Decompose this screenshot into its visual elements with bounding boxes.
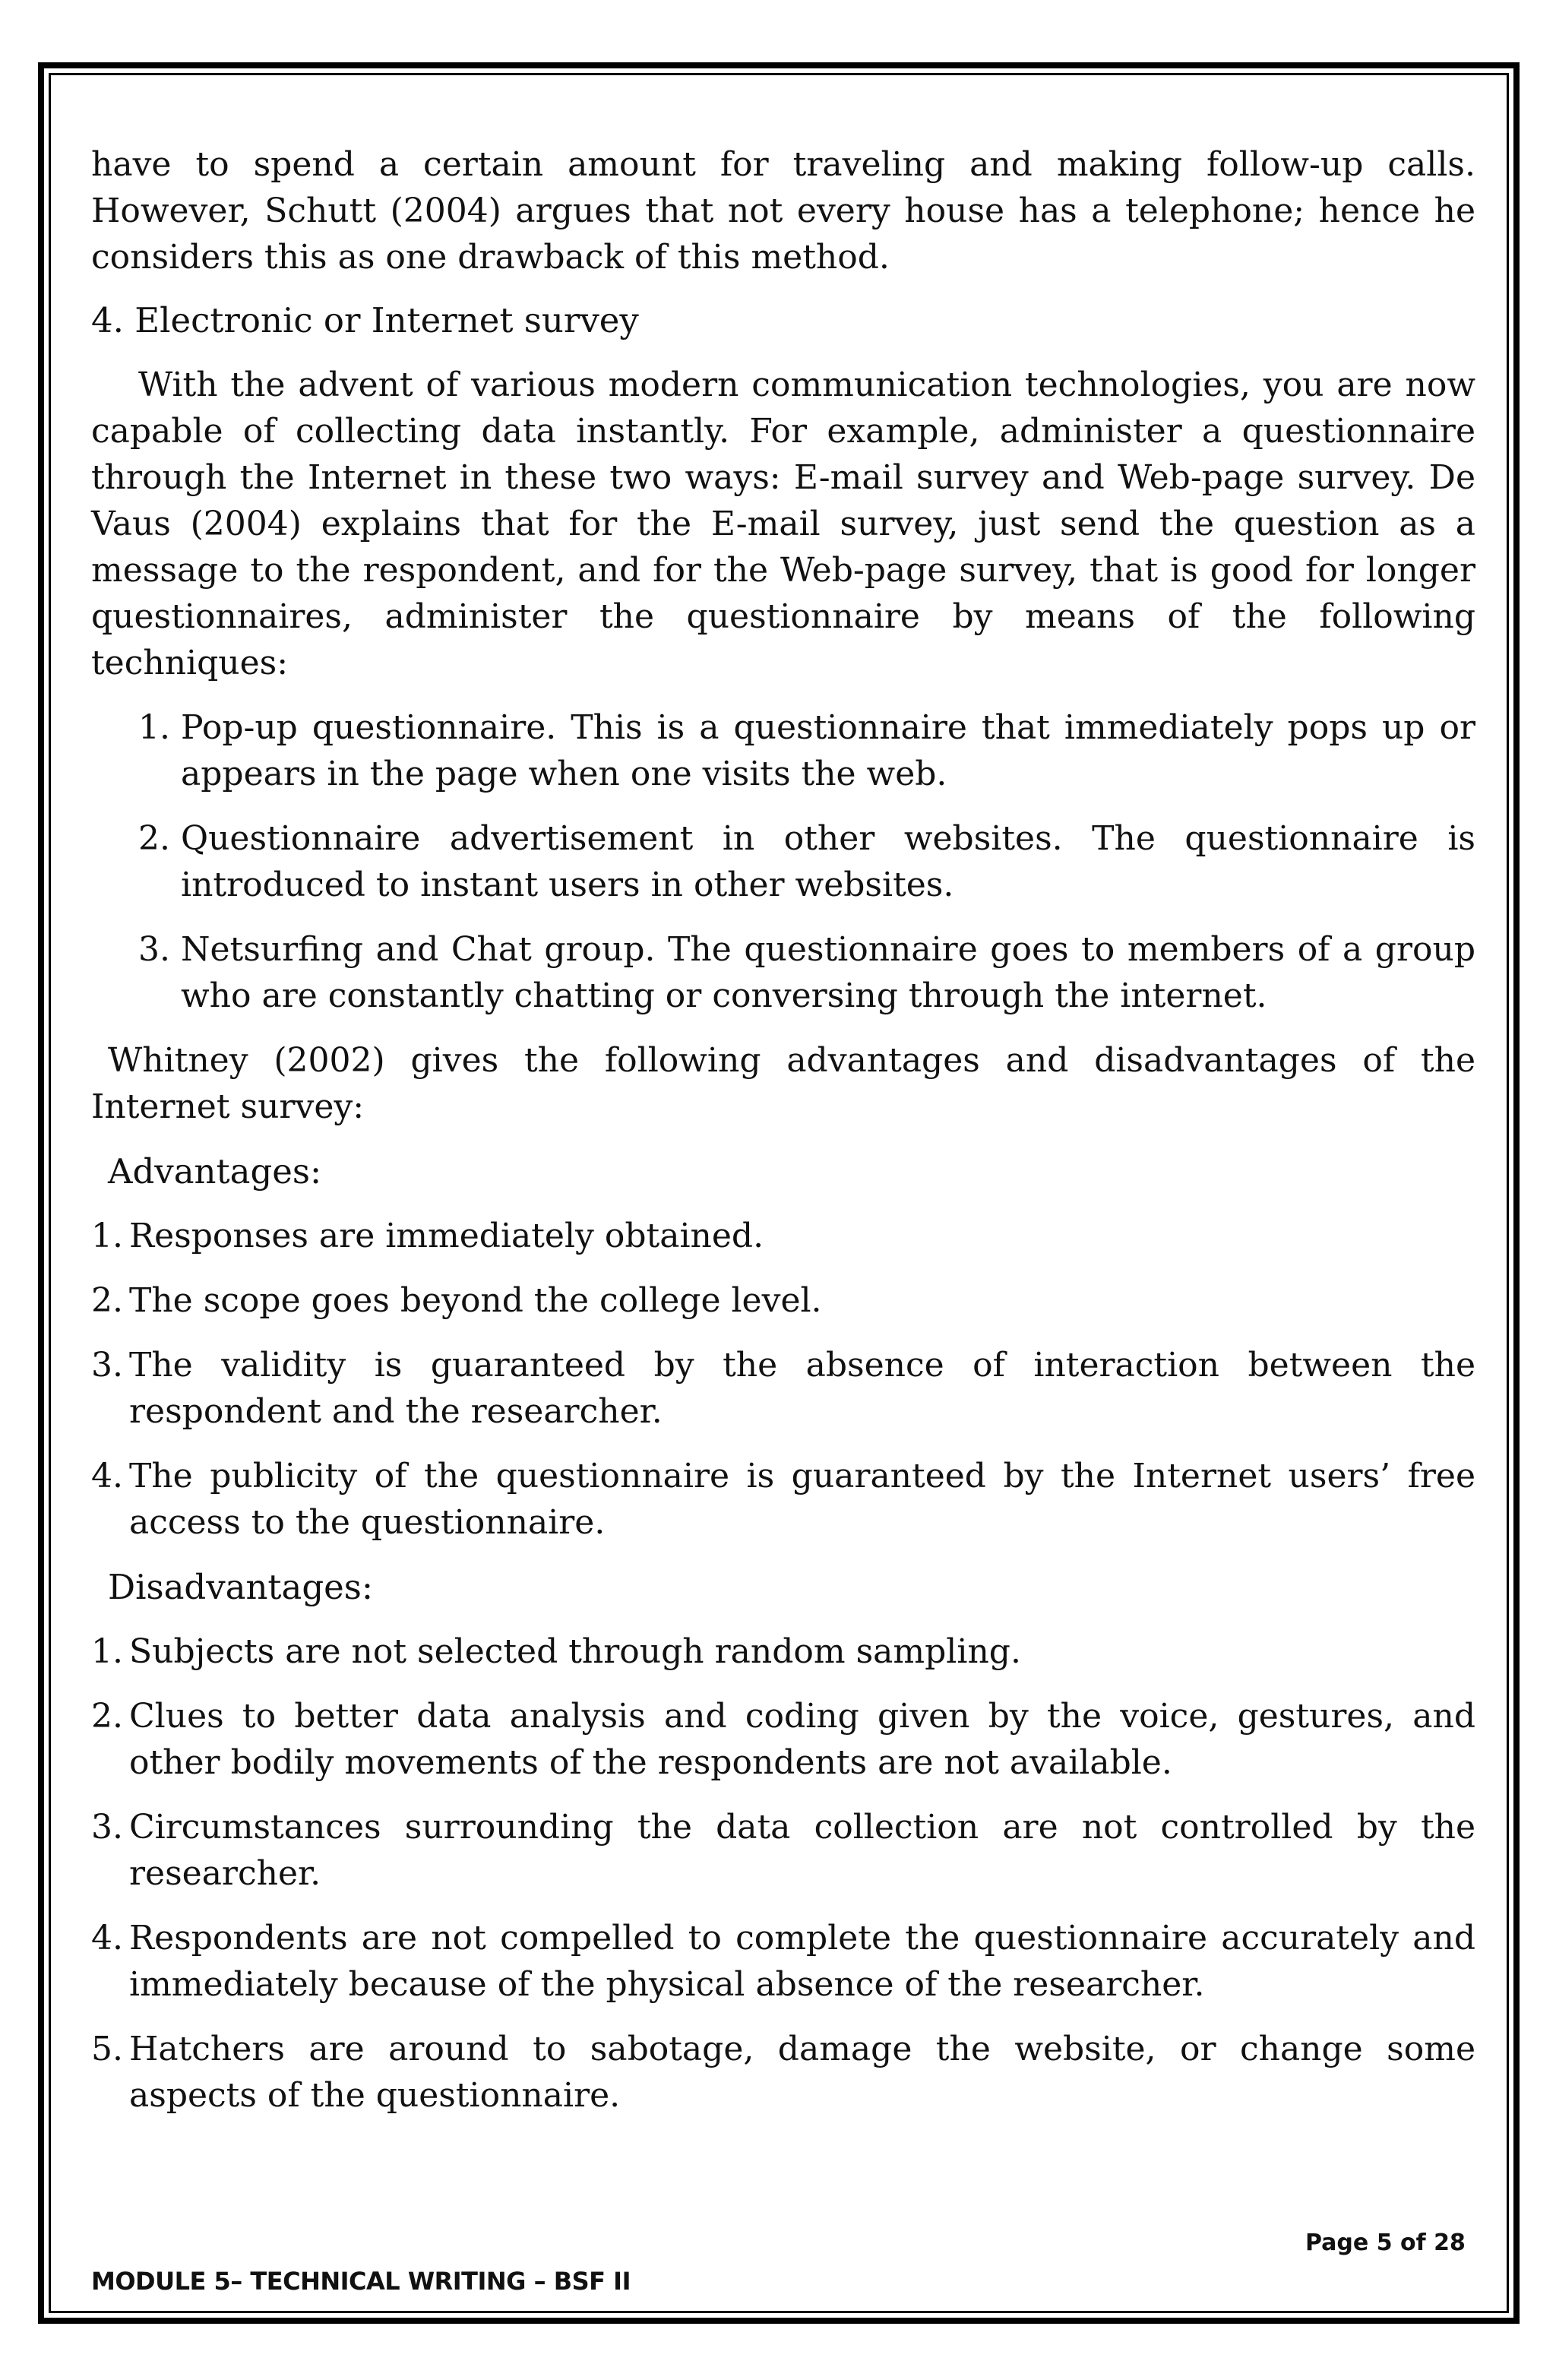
list-text: Hatchers are around to sabotage, damage the website, or change some aspects of the questionnaire. <box>129 2030 1475 2115</box>
disadvantages-heading: Disadvantages: <box>108 1567 374 1607</box>
list-item <box>91 704 1475 797</box>
list-number: 5. <box>91 2030 123 2068</box>
list-item <box>91 1693 1475 1786</box>
list-number: 3. <box>138 930 170 969</box>
section-paragraph: With the advent of various modern communication technologies, you are now capable of collecting data instantly. For example, administer a questionnaire through the Internet in these two ways: E-mail survey and Web-page survey. De Vaus (2004) explains that for the E-mail survey, just send the question as a message to the respondent, and for the Web-page survey, that is good for longer questionnaires, administer the questionnaire by means of the following techniques: <box>91 366 1475 682</box>
whitney-paragraph: Whitney (2002) gives the following advantages and disadvantages of the Internet survey: <box>91 1041 1475 1126</box>
list-text: The validity is guaranteed by the absence of interaction between the respondent and the researcher. <box>129 1346 1475 1431</box>
module-footer: MODULE 5– TECHNICAL WRITING – BSF II <box>91 2267 631 2296</box>
list-item <box>91 1915 1475 2008</box>
list-text: Netsurfing and Chat group. The questionnaire goes to members of a group who are constantly chatting or conversing through the internet. <box>181 930 1475 1015</box>
list-text: Pop-up questionnaire. This is a questionnaire that immediately pops up or appears in the page when one visits the web. <box>181 708 1475 793</box>
list-text: Subjects are not selected through random sampling. <box>129 1632 1021 1671</box>
list-number: 3. <box>91 1808 123 1847</box>
list-number: 3. <box>91 1346 123 1385</box>
list-item <box>91 1628 1475 1675</box>
section-heading: 4. Electronic or Internet survey <box>91 300 639 340</box>
advantages-list <box>91 1213 1475 1546</box>
list-item <box>91 1342 1475 1435</box>
list-item <box>91 926 1475 1019</box>
list-text: Responses are immediately obtained. <box>129 1217 764 1255</box>
list-number: 2. <box>91 1697 123 1736</box>
disadvantages-list <box>91 1628 1475 2119</box>
list-text: The scope goes beyond the college level. <box>129 1281 822 1320</box>
list-number: 1. <box>138 708 170 747</box>
techniques-list <box>91 704 1475 1019</box>
list-number: 1. <box>91 1217 123 1255</box>
page-number: Page 5 of 28 <box>1305 2230 1466 2256</box>
list-number: 1. <box>91 1632 123 1671</box>
list-number: 2. <box>91 1281 123 1320</box>
list-number: 4. <box>91 1919 123 1957</box>
list-text: The publicity of the questionnaire is guaranteed by the Internet users’ free access to the questionnaire. <box>129 1457 1475 1542</box>
page-content <box>91 141 1475 2119</box>
list-item <box>91 1213 1475 1259</box>
list-number: 2. <box>138 819 170 858</box>
list-text: Clues to better data analysis and coding given by the voice, gestures, and other bodily movements of the respondents are not available. <box>129 1697 1475 1782</box>
list-text: Questionnaire advertisement in other websites. The questionnaire is introduced to instant users in other websites. <box>181 819 1475 904</box>
list-number: 4. <box>91 1457 123 1495</box>
list-item <box>91 2026 1475 2119</box>
intro-paragraph: have to spend a certain amount for traveling and making follow-up calls. However, Schutt (2004) argues that not every house has a telephone; hence he considers this as one drawback of this method. <box>91 145 1475 277</box>
list-text: Circumstances surrounding the data collection are not controlled by the researcher. <box>129 1808 1475 1893</box>
list-item <box>91 815 1475 908</box>
list-item <box>91 1453 1475 1546</box>
list-text: Respondents are not compelled to complete the questionnaire accurately and immediately because of the physical absence of the researcher. <box>129 1919 1475 2004</box>
list-item <box>91 1277 1475 1324</box>
list-item <box>91 1804 1475 1897</box>
advantages-heading: Advantages: <box>108 1151 322 1192</box>
